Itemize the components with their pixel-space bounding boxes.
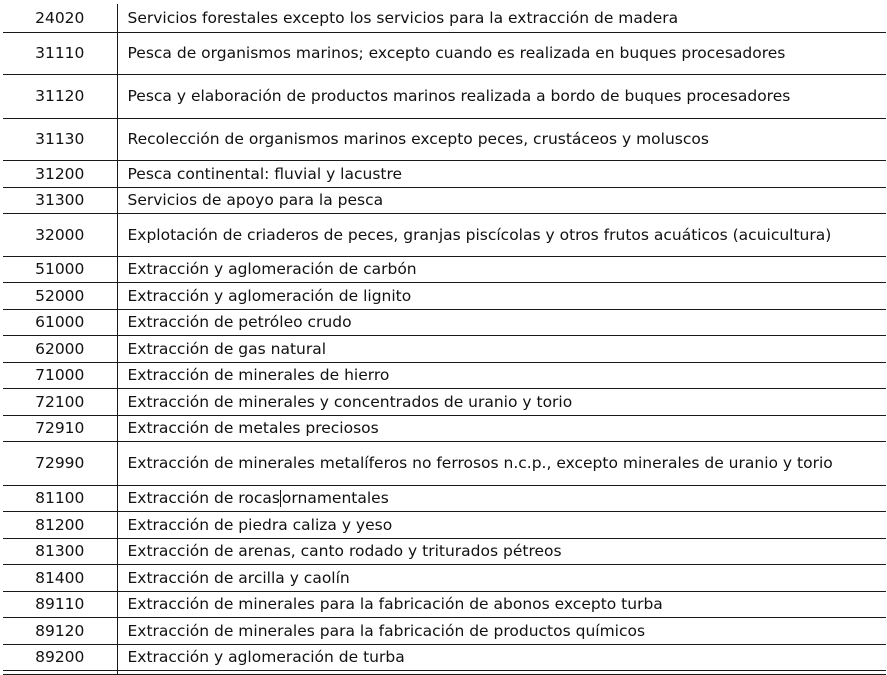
table-row bbox=[3, 256, 886, 282]
description-cell: Recolección de organismos marinos excepto peces, crustáceos y moluscos bbox=[117, 118, 886, 160]
description-cell: Extracción de arenas, canto rodado y triturados pétreos bbox=[117, 538, 886, 564]
code-cell: 71000 bbox=[3, 362, 117, 388]
description-cell: Extracción y aglomeración de carbón bbox=[117, 256, 886, 282]
text-cursor bbox=[280, 490, 281, 507]
table-row bbox=[3, 564, 886, 591]
code-cell: 52000 bbox=[3, 282, 117, 309]
description-cell: Extracción de minerales para la fabricación de productos químicos bbox=[117, 617, 886, 644]
description-cell: Extracción de metales preciosos bbox=[117, 415, 886, 441]
description-cell bbox=[117, 670, 886, 674]
description-cell: Pesca continental: fluvial y lacustre bbox=[117, 160, 886, 187]
description-cell: Extracción de gas natural bbox=[117, 335, 886, 362]
description-cell: Extracción de minerales de hierro bbox=[117, 362, 886, 388]
description-cell: Extracción de minerales y concentrados de uranio y torio bbox=[117, 388, 886, 415]
table-row bbox=[3, 538, 886, 564]
code-cell: 31300 bbox=[3, 187, 117, 213]
description-text-start: Extracción de rocas bbox=[127, 489, 280, 507]
description-cell: Extracción y aglomeración de lignito bbox=[117, 282, 886, 309]
table-row bbox=[3, 335, 886, 362]
description-cell: Extracción de piedra caliza y yeso bbox=[117, 511, 886, 538]
code-cell: 81400 bbox=[3, 564, 117, 591]
code-cell: 31110 bbox=[3, 32, 117, 74]
code-cell: 62000 bbox=[3, 335, 117, 362]
table-row bbox=[3, 282, 886, 309]
table-row bbox=[3, 511, 886, 538]
table-row bbox=[3, 388, 886, 415]
table-row bbox=[3, 644, 886, 670]
table-row bbox=[3, 160, 886, 187]
description-cell: Servicios forestales excepto los servicios para la extracción de madera bbox=[117, 4, 886, 32]
activity-code-table bbox=[3, 4, 886, 675]
description-cell: Pesca de organismos marinos; excepto cuando es realizada en buques procesadores bbox=[117, 32, 886, 74]
table-row bbox=[3, 441, 886, 485]
description-cell: Extracción de arcilla y caolín bbox=[117, 564, 886, 591]
code-cell: 81300 bbox=[3, 538, 117, 564]
table-row bbox=[3, 32, 886, 74]
code-cell: 89120 bbox=[3, 617, 117, 644]
table-row bbox=[3, 591, 886, 617]
code-cell: 81200 bbox=[3, 511, 117, 538]
description-cell: Extracción de minerales para la fabricación de abonos excepto turba bbox=[117, 591, 886, 617]
code-cell: 89110 bbox=[3, 591, 117, 617]
code-cell: 89200 bbox=[3, 644, 117, 670]
description-cell: Servicios de apoyo para la pesca bbox=[117, 187, 886, 213]
description-cell: Explotación de criaderos de peces, granjas piscícolas y otros frutos acuáticos (acuicultura) bbox=[117, 213, 886, 256]
code-cell: 32000 bbox=[3, 213, 117, 256]
table-row bbox=[3, 118, 886, 160]
description-cell: Extracción y aglomeración de turba bbox=[117, 644, 886, 670]
code-cell: 31120 bbox=[3, 74, 117, 118]
table-row bbox=[3, 415, 886, 441]
table-row bbox=[3, 74, 886, 118]
code-cell: 72910 bbox=[3, 415, 117, 441]
description-cell[interactable] bbox=[117, 485, 886, 511]
code-cell: 61000 bbox=[3, 309, 117, 335]
code-cell: 24020 bbox=[3, 4, 117, 32]
table-row bbox=[3, 187, 886, 213]
description-cell: Extracción de petróleo crudo bbox=[117, 309, 886, 335]
code-cell: 51000 bbox=[3, 256, 117, 282]
code-cell: 72990 bbox=[3, 441, 117, 485]
description-cell: Extracción de minerales metalíferos no ferrosos n.c.p., excepto minerales de uranio y torio bbox=[117, 441, 886, 485]
table-row bbox=[3, 362, 886, 388]
table-row bbox=[3, 213, 886, 256]
code-cell: 31200 bbox=[3, 160, 117, 187]
code-cell: 81100 bbox=[3, 485, 117, 511]
code-cell: 72100 bbox=[3, 388, 117, 415]
table-row-partial bbox=[3, 670, 886, 674]
code-cell bbox=[3, 670, 117, 674]
table-row bbox=[3, 485, 886, 511]
description-cell: Pesca y elaboración de productos marinos realizada a bordo de buques procesadores bbox=[117, 74, 886, 118]
table-row bbox=[3, 309, 886, 335]
description-text-end: ornamentales bbox=[281, 489, 389, 507]
table-row bbox=[3, 4, 886, 32]
table bbox=[3, 4, 886, 675]
code-cell: 31130 bbox=[3, 118, 117, 160]
table-row bbox=[3, 617, 886, 644]
